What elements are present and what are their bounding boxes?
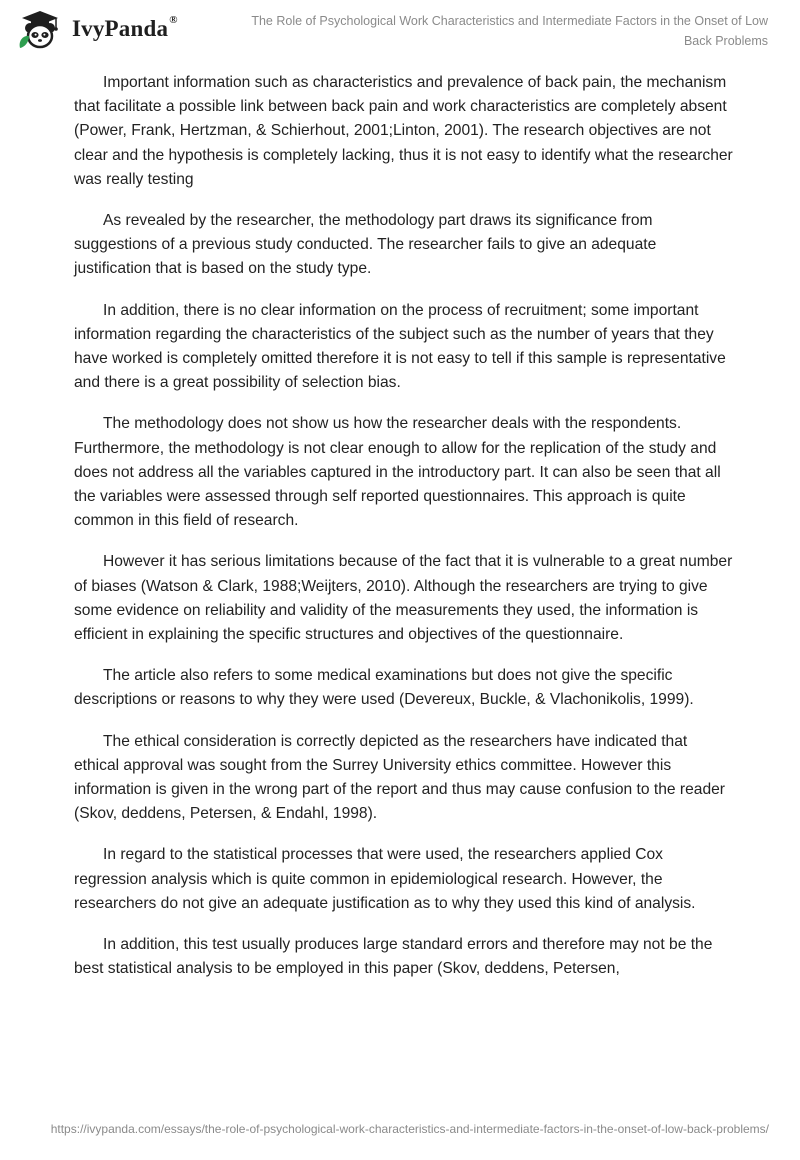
logo-wordmark: IvyPanda® [72, 14, 178, 41]
paragraph: In addition, there is no clear information on the process of recruitment; some important information regarding the characteristics of the subject such as the number of years that they have worked is completely omitted therefore it is not easy to tell if this sample is representative and there is a great possibility of selection bias. [74, 301, 726, 392]
paragraph: In addition, this test usually produces large standard errors and therefore may not be the best statistical analysis to be employed in this paper (Skov, deddens, Petersen, [74, 936, 713, 978]
essay-body [74, 71, 734, 999]
page-header [0, 0, 800, 60]
paragraph: As revealed by the researcher, the methodology part draws its significance from suggestions of a previous study conducted. The researcher fails to give an adequate justification that is based on the study type. [74, 212, 657, 278]
paragraph: In regard to the statistical processes that were used, the researchers applied Cox regression analysis which is quite common in epidemiological research. However, the researchers do not give an adequate justification as to why they used this kind of analysis. [74, 846, 696, 912]
paragraph: However it has serious limitations because of the fact that it is vulnerable to a great number of biases (Watson & Clark, 1988;Weijters, 2010). Although the researchers are trying to give some evidence on reliability and validity of the measurements they used, the information is efficient in explaining the specific structures and objectives of the questionnaire. [74, 553, 733, 644]
paragraph: Important information such as characteristics and prevalence of back pain, the mechanism that facilitate a possible link between back pain and work characteristics are completely absent (Power, Frank, Hertzman, & Schierhout, 2001;Linton, 2001). The research objectives are not clear and the hypothesis is completely lacking, thus it is not easy to identify what the researcher was really testing [74, 74, 733, 188]
panda-graduate-icon [14, 8, 66, 50]
paragraph: The article also refers to some medical examinations but does not give the specific descriptions or reasons to why they were used (Devereux, Buckle, & Vlachonikolis, 1999). [74, 667, 694, 709]
source-url[interactable]: https://ivypanda.com/essays/the-role-of-psychological-work-characteristics-and-intermediate-factors-in-the-onset-of-low-back-problems/ [50, 1122, 769, 1136]
document-title: The Role of Psychological Work Characteristics and Intermediate Factors in the Onset of Low Back Problems [251, 14, 768, 48]
paragraph: The ethical consideration is correctly depicted as the researchers have indicated that ethical approval was sought from the Surrey University ethics committee. However this information is given in the wrong part of the report and thus may cause confusion to the reader (Skov, deddens, Petersen, & Endahl, 1998). [74, 732, 725, 823]
paragraph: The methodology does not show us how the researcher deals with the respondents. Furthermore, the methodology is not clear enough to allow for the replication of the study and does not address all the variables captured in the introductory part. It can also be seen that all the variables were assessed through self reported questionnaires. This approach is quite common in this field of research. [74, 415, 721, 530]
ivypanda-logo[interactable] [14, 8, 178, 50]
